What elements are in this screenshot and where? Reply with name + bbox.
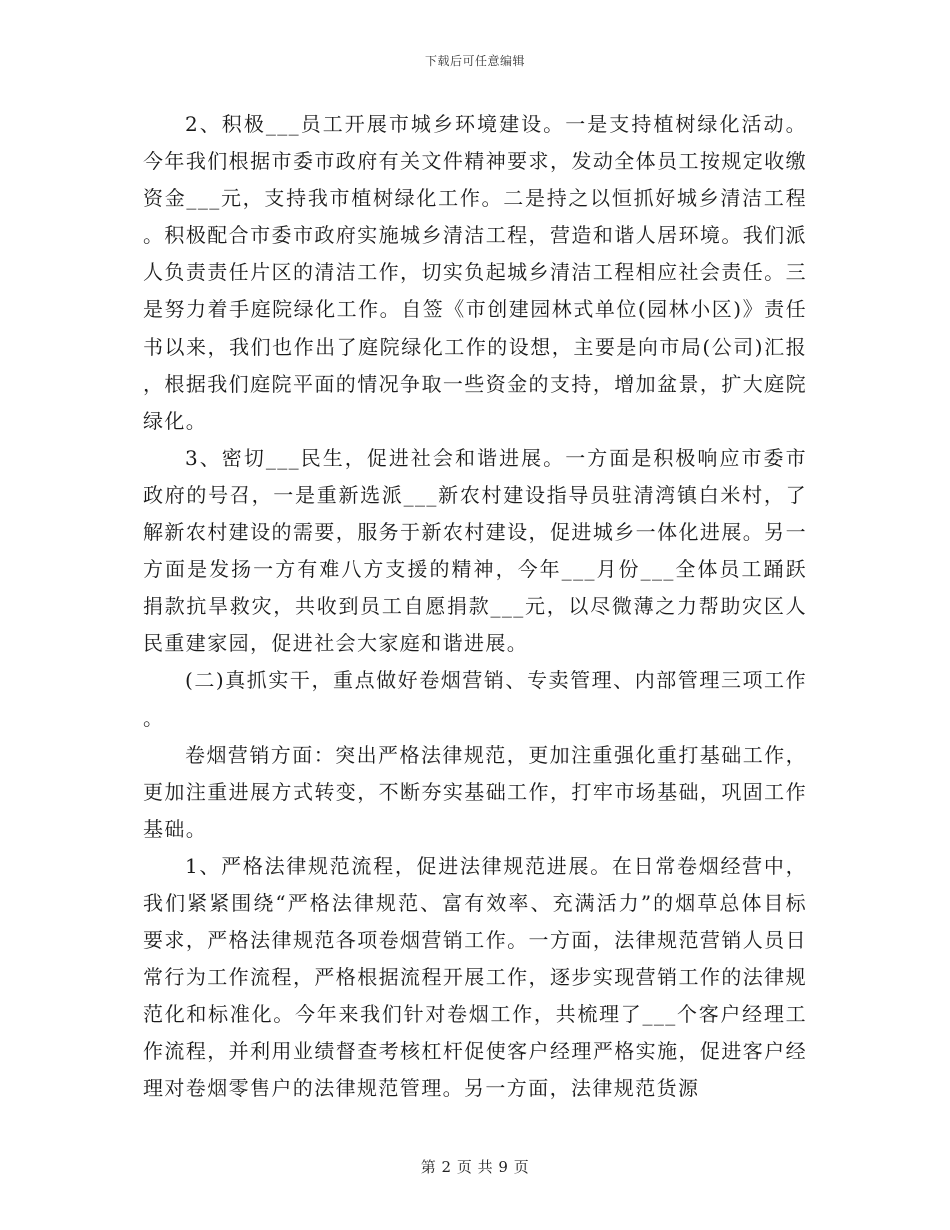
paragraph-marketing-overview: 卷烟营销方面：突出严格法律规范，更加注重强化重打基础工作，更加注重进展方式转变，不断夯实基础工作，打牢市场基础，巩固工作基础。 <box>143 742 807 841</box>
page-header-note: 下载后可任意编辑 <box>424 54 525 68</box>
paragraph-livelihood: 3、密切___民生，促进社会和谐进展。一方面是积极响应市委市政府的号召，一是重新选派___新农村建设指导员驻清湾镇白米村，了解新农村建设的需要，服务于新农村建设，促进城乡一体化进展。另一方面是发扬一方有难八方支援的精神，今年___月份___全体员工踊跃捐款抗旱救灾，共收到员工自愿捐款___元，以尽微薄之力帮助灾区人民重建家园，促进社会大家庭和谐进展。 <box>143 445 807 656</box>
paragraph-section-heading: (二)真抓实干，重点做好卷烟营销、专卖管理、内部管理三项工作。 <box>143 668 807 730</box>
document-body <box>143 106 807 1108</box>
paragraph-environment-construction: 2、积极___员工开展市城乡环境建设。一是支持植树绿化活动。今年我们根据市委市政府有关文件精神要求，发动全体员工按规定收缴资金___元，支持我市植树绿化工作。二是持之以恒抓好城乡清洁工程。积极配合市委市政府实施城乡清洁工程，营造和谐人居环境。我们派人负责责任片区的清洁工作，切实负起城乡清洁工程相应社会责任。三是努力着手庭院绿化工作。自签《市创建园林式单位(园林小区)》责任书以来，我们也作出了庭院绿化工作的设想，主要是向市局(公司)汇报，根据我们庭院平面的情况争取一些资金的支持，增加盆景，扩大庭院绿化。 <box>143 112 807 433</box>
page-number: 第 2 页 共 9 页 <box>420 1158 530 1176</box>
paragraph-standardized-process: 1、严格法律规范流程，促进法律规范进展。在日常卷烟经营中，我们紧紧围绕“严格法律规范、富有效率、充满活力”的烟草总体目标要求，严格法律规范各项卷烟营销工作。一方面，法律规范营销人员日常行为工作流程，严格根据流程开展工作，逐步实现营销工作的法律规范化和标准化。今年来我们针对卷烟工作，共梳理了___个客户经理工作流程，并利用业绩督查考核杠杆促使客户经理严格实施，促进客户经理对卷烟零售户的法律规范管理。另一方面，法律规范货源 <box>143 853 807 1101</box>
